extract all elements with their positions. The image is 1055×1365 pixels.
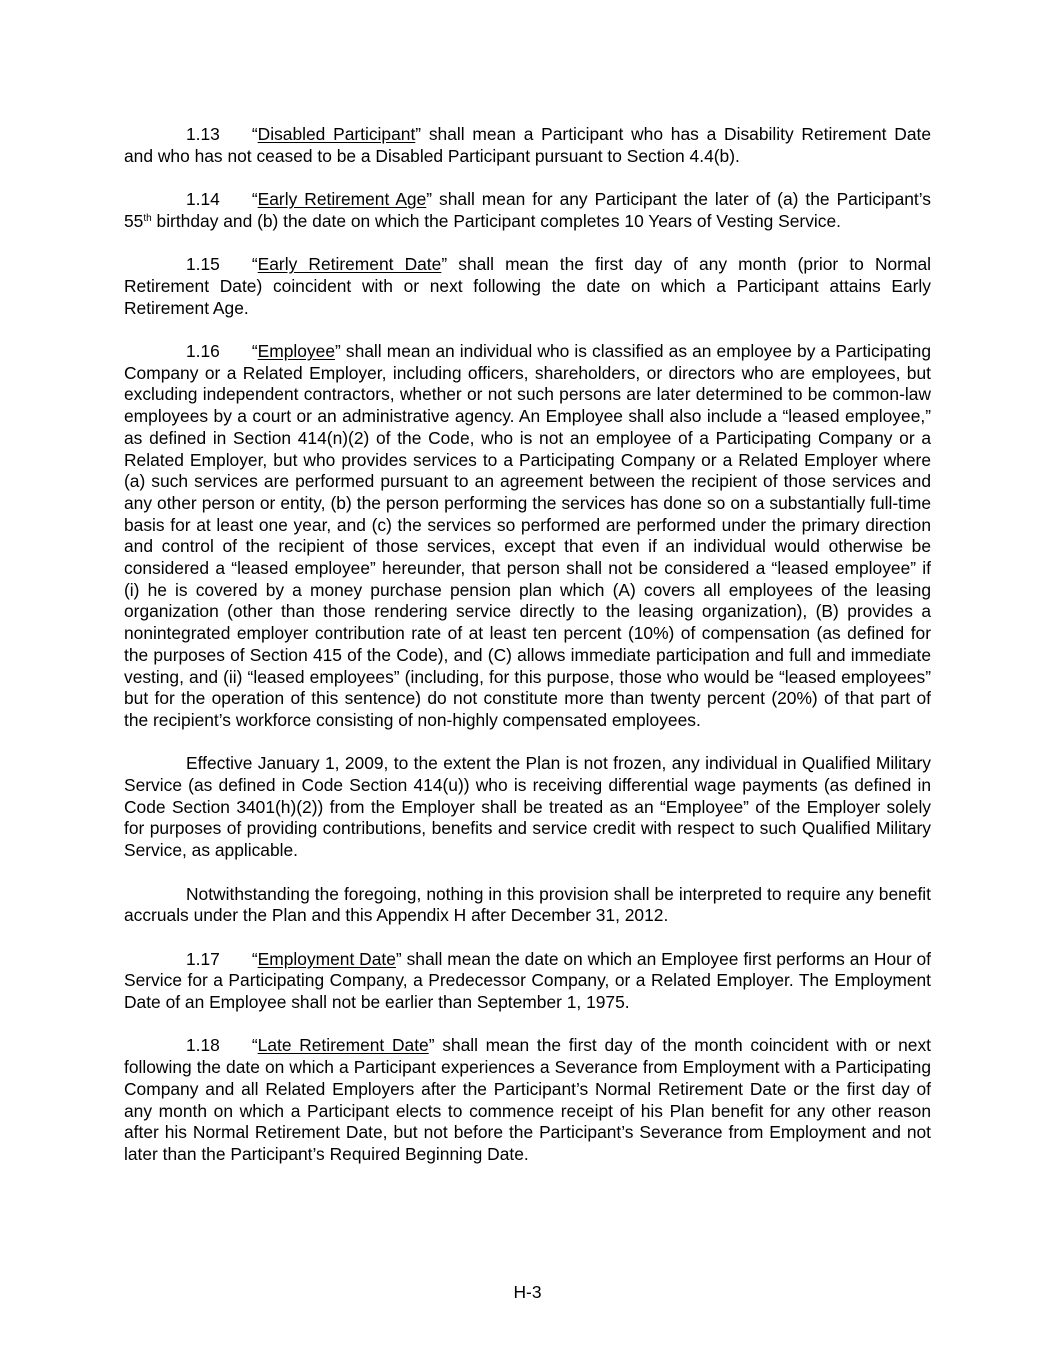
open-quote: “ [251,1035,258,1056]
defined-term: Employment Date [257,948,396,969]
section-1-16 [124,341,931,732]
open-quote: “ [251,254,258,275]
defined-term: Early Retirement Age [257,189,427,210]
section-number: 1.15 [186,254,220,275]
page-number: H-3 [513,1282,542,1302]
open-quote: “ [251,948,258,969]
document-body [124,124,931,1166]
paragraph-text: Effective January 1, 2009, to the extent the Plan is not frozen, any individual in Qualified Military Service (as defined in Code Section 414(u)) who is receiving differential wage payments (as defined in Code Section 3401(h)(2)) from the Employer shall be treated as an “Employee” of the Employer solely for purposes of providing contributions, benefits and service credit with respect to such Qualified Military Service, as applicable. [124,753,931,861]
section-number: 1.16 [186,340,220,361]
definition-text-continued: birthday and (b) the date on which the Participant completes 10 Years of Vesting Service. [151,210,841,231]
section-1-13 [124,124,931,167]
open-quote: “ [251,124,258,144]
section-number: 1.13 [186,124,220,144]
paragraph-text: Notwithstanding the foregoing, nothing in this provision shall be interpreted to require any benefit accruals under the Plan and this Appendix H after December 31, 2012. [124,883,931,926]
definition-text: ” shall mean an individual who is classified as an employee by a Participating Company or a Related Employer, including officers, shareholders, or directors who are employees, but excluding independent contractors, whether or not such persons are later determined to be common-law employees by a court or an administrative agency. An Employee shall also include a “leased employee,” as defined in Section 414(n)(2) of the Code, who is not an employee of a Participating Company or a Related Employer, but who provides services to a Participating Company or a Related Employer where (a) such services are performed pursuant to an agreement between the recipient of those services and any other person or entity, (b) the person performing the services has done so on a substantially full-time basis for at least one year, and (c) the services so performed are performed under the primary direction and control of the recipient of those services, except that even if an individual would otherwise be considered a “leased employee” hereunder, that person shall not be considered a “leased employee” if (i) he is covered by a money purchase pension plan which (A) covers all employees of the leasing organization (other than those rendering service directly to the leasing organization), (B) provides a nonintegrated employer contribution rate of at least ten percent (10%) of compensation (as defined for the purposes of Section 415 of the Code), and (C) allows immediate participation and full and immediate vesting, and (ii) “leased employees” (including, for this purpose, those who would be “leased employees” but for the operation of this sentence) do not constitute more than twenty percent (20%) of that part of the recipient’s workforce consisting of non-highly compensated employees. [124,340,931,730]
section-number: 1.18 [186,1035,220,1056]
paragraph-qualified-military-service [124,753,931,862]
defined-term: Employee [257,340,335,361]
section-number: 1.14 [186,189,220,210]
definition-text: ” shall mean a Participant who has a Disability Retirement Date and who has not ceased to be a Disabled Participant pursuant to Section 4.4(b). [124,124,931,166]
section-1-18 [124,1035,931,1165]
ordinal-superscript: th [143,212,152,224]
section-1-17 [124,949,931,1014]
section-1-14 [124,189,931,232]
definition-text: ” shall mean for any Participant the later of (a) the Participant’s 55 [124,189,931,231]
definition-text: ” shall mean the first day of the month coincident with or next following the date on which a Participant experiences a Severance from Employment with a Participating Company and all Related Employers after the Participant’s Normal Retirement Date or the first day of any month on which a Participant elects to commence receipt of his Plan benefit for any other reason after his Normal Retirement Date, but not before the Participant’s Severance from Employment and not later than the Participant’s Required Beginning Date. [124,1035,931,1164]
open-quote: “ [251,189,258,210]
definition-text: ” shall mean the first day of any month (prior to Normal Retirement Date) coincident with or next following the date on which a Participant attains Early Retirement Age. [124,254,931,318]
defined-term: Disabled Participant [257,124,416,144]
section-number: 1.17 [186,948,220,969]
open-quote: “ [251,340,258,361]
defined-term: Early Retirement Date [257,254,442,275]
section-1-15 [124,254,931,319]
defined-term: Late Retirement Date [257,1035,429,1056]
paragraph-notwithstanding [124,884,931,927]
definition-text: ” shall mean the date on which an Employee first performs an Hour of Service for a Participating Company, a Predecessor Company, or a Related Employer. The Employment Date of an Employee shall not be earlier than September 1, 1975. [124,948,932,1013]
